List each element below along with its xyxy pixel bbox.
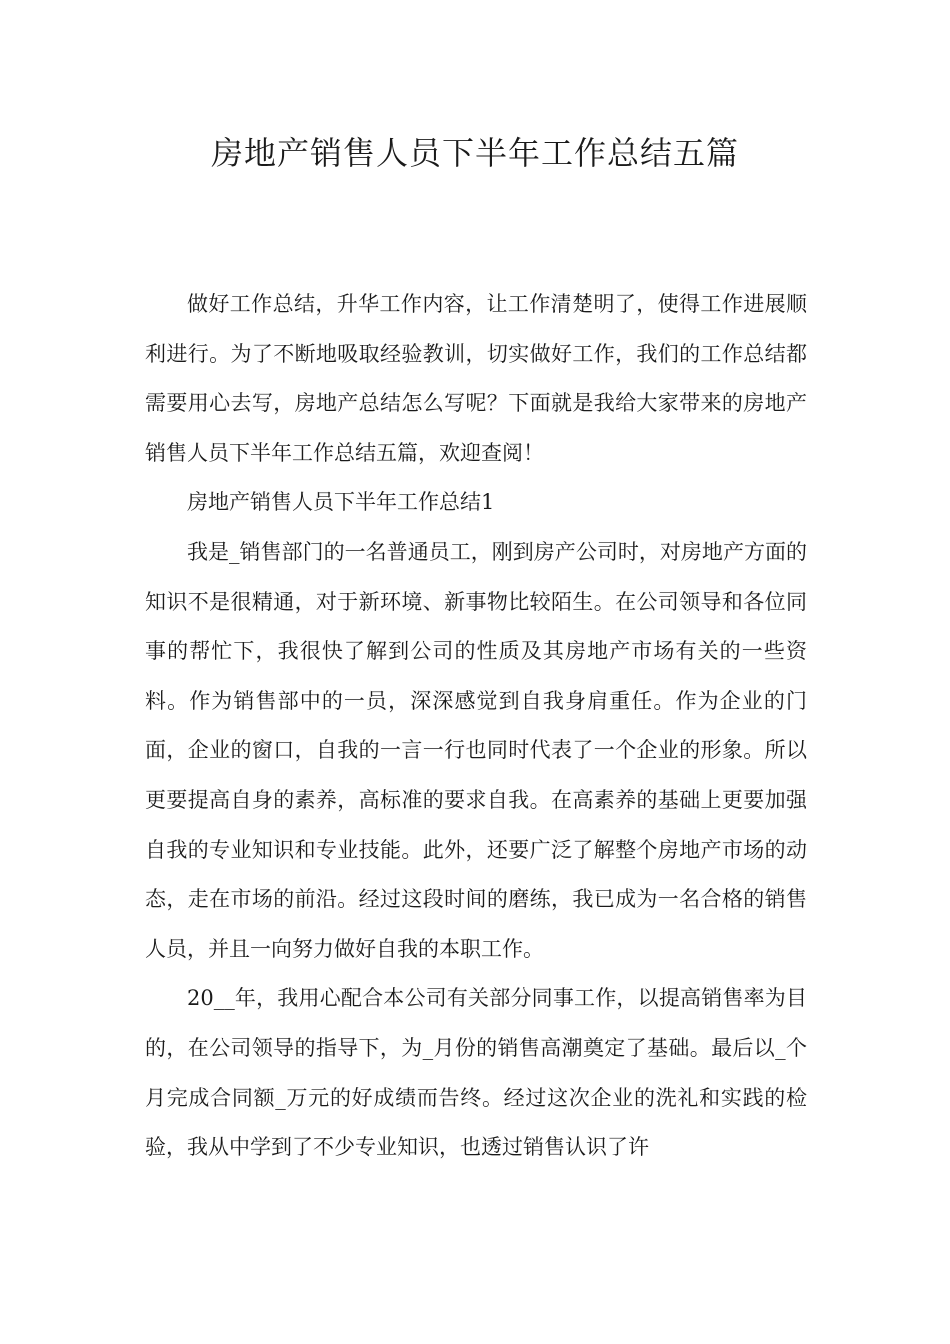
body-paragraph: 20__年，我用心配合本公司有关部分同事工作，以提高销售率为目的，在公司领导的指导下，为_月份的销售高潮奠定了基础。最后以_个月完成合同额_万元的好成绩而告终。经过这次企业的洗礼和实践的检验，我从中学到了不少专业知识，也透过销售认识了许	[145, 986, 807, 1160]
document-body	[145, 280, 807, 1173]
document-title: 房地产销售人员下半年工作总结五篇	[210, 134, 739, 172]
section-heading: 房地产销售人员下半年工作总结1	[187, 490, 495, 515]
intro-paragraph: 做好工作总结，升华工作内容，让工作清楚明了，使得工作进展顺利进行。为了不断地吸取经验教训，切实做好工作，我们的工作总结都需要用心去写，房地产总结怎么写呢？下面就是我给大家带来的房地产销售人员下半年工作总结五篇，欢迎查阅！	[145, 292, 807, 465]
body-paragraph: 我是_销售部门的一名普通员工，刚到房产公司时，对房地产方面的知识不是很精通，对于新环境、新事物比较陌生。在公司领导和各位同事的帮忙下，我很快了解到公司的性质及其房地产市场有关的一些资料。作为销售部中的一员，深深感觉到自我身肩重任。作为企业的门面，企业的窗口，自我的一言一行也同时代表了一个企业的形象。所以更要提高自身的素养，高标准的要求自我。在高素养的基础上更要加强自我的专业知识和专业技能。此外，还要广泛了解整个房地产市场的动态，走在市场的前沿。经过这段时间的磨练，我已成为一名合格的销售人员，并且一向努力做好自我的本职工作。	[145, 539, 807, 961]
